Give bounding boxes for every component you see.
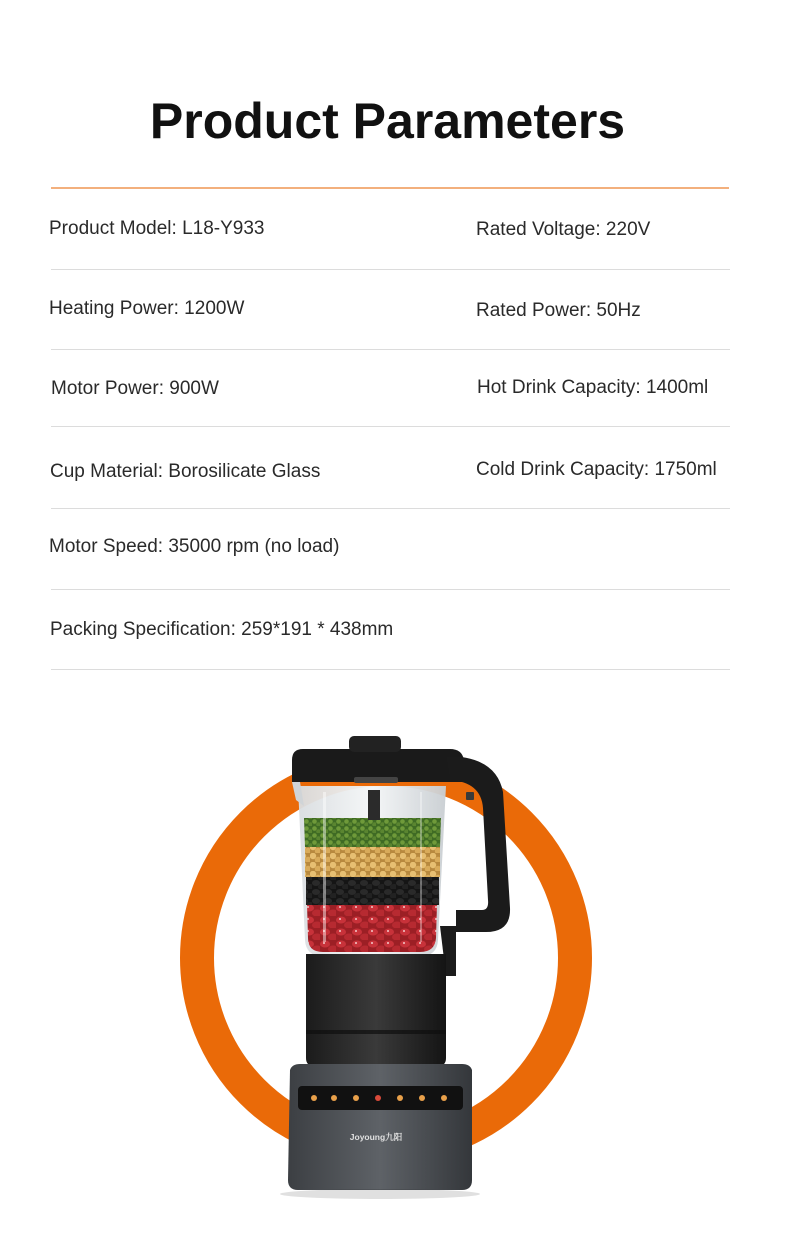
motor-housing — [306, 954, 446, 1066]
red-beans-layer — [307, 904, 437, 952]
param-row — [51, 427, 730, 509]
param-motor-speed: Motor Speed: 35000 rpm (no load) — [49, 536, 340, 557]
blender-base — [288, 1064, 472, 1190]
param-row — [51, 270, 730, 350]
param-row — [51, 189, 730, 270]
param-rated-voltage: Rated Voltage: 220V — [476, 219, 651, 240]
product-image — [0, 700, 789, 1241]
param-packing: Packing Specification: 259*191 * 438mm — [50, 619, 394, 640]
param-row — [51, 350, 730, 427]
param-hot-capacity: Hot Drink Capacity: 1400ml — [477, 377, 709, 398]
page-title: Product Parameters — [149, 93, 626, 149]
param-rated-power: Rated Power: 50Hz — [476, 300, 641, 321]
param-heating-power: Heating Power: 1200W — [49, 298, 245, 319]
param-cold-capacity: Cold Drink Capacity: 1750ml — [476, 459, 717, 480]
brand-logo: Joyoung九阳 — [349, 1132, 403, 1142]
param-motor-power: Motor Power: 900W — [51, 378, 219, 399]
param-product-model: Product Model: L18-Y933 — [49, 218, 265, 239]
param-cup-material: Cup Material: Borosilicate Glass — [50, 461, 321, 482]
param-row — [51, 590, 730, 670]
param-row — [51, 509, 730, 590]
